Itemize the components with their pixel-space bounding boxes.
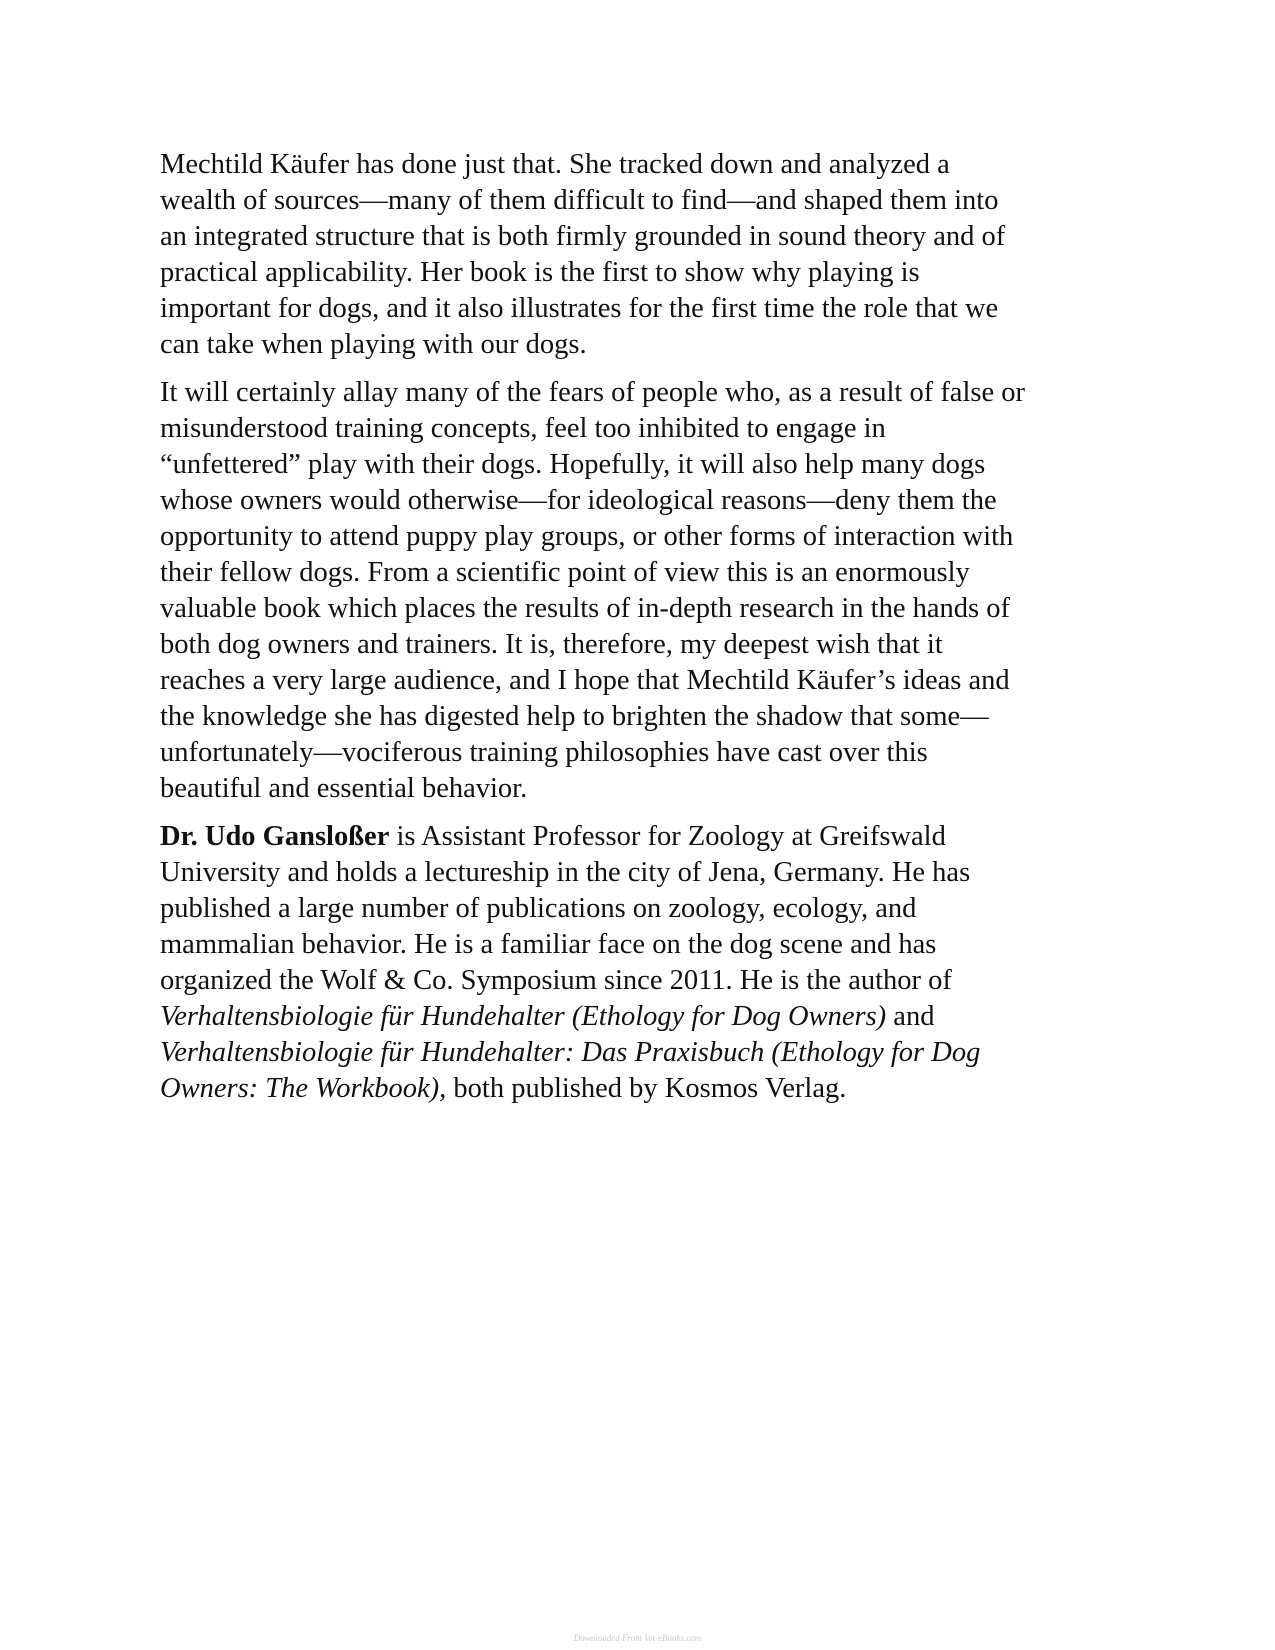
text-line: can take when playing with our dogs.: [160, 329, 587, 360]
text-line: organized the Wolf & Co. Symposium since 2011. He is the author of: [160, 965, 952, 996]
paragraph-2: [160, 375, 1120, 807]
text-line: Mechtild Käufer has done just that. She tracked down and analyzed a: [160, 149, 950, 180]
book-title: Verhaltensbiologie für Hundehalter (Ethology for Dog Owners): [160, 1001, 887, 1032]
paragraph-1: [160, 147, 1120, 363]
text-line: whose owners would otherwise—for ideological reasons—deny them the: [160, 485, 997, 516]
text-line: opportunity to attend puppy play groups, or other forms of interaction with: [160, 521, 1014, 552]
text-line: beautiful and essential behavior.: [160, 773, 528, 804]
text-line: “unfettered” play with their dogs. Hopefully, it will also help many dogs: [160, 449, 986, 480]
text-line: their fellow dogs. From a scientific point of view this is an enormously: [160, 557, 970, 588]
text-line: misunderstood training concepts, feel too inhibited to engage in: [160, 413, 886, 444]
download-watermark: Downloaded From Vet-eBooks.com: [573, 1633, 702, 1643]
text-line: wealth of sources—many of them difficult to find—and shaped them into: [160, 185, 999, 216]
text-line: important for dogs, and it also illustrates for the first time the role that we: [160, 293, 999, 324]
page-body: [160, 147, 1120, 1119]
text-line: unfortunately—vociferous training philosophies have cast over this: [160, 737, 928, 768]
text-line: It will certainly allay many of the fears of people who, as a result of false or: [160, 377, 1025, 408]
text-line: an integrated structure that is both firmly grounded in sound theory and of: [160, 221, 1006, 252]
text-line: mammalian behavior. He is a familiar face on the dog scene and has: [160, 929, 937, 960]
text-line: [160, 1071, 1120, 1107]
text-run: both published by Kosmos Verlag.: [446, 1073, 847, 1104]
text-line: [160, 999, 1120, 1035]
text-line: published a large number of publications on zoology, ecology, and: [160, 893, 917, 924]
book-title: Owners: The Workbook),: [160, 1073, 447, 1104]
text-line: University and holds a lectureship in the city of Jena, Germany. He has: [160, 857, 971, 888]
text-line: the knowledge she has digested help to brighten the shadow that some—: [160, 701, 989, 732]
book-title-line: Verhaltensbiologie für Hundehalter: Das Praxisbuch (Ethology for Dog: [160, 1037, 981, 1068]
author-name: Dr. Udo Gansloßer: [160, 821, 390, 852]
text-line: practical applicability. Her book is the first to show why playing is: [160, 257, 920, 288]
author-bio-paragraph: [160, 819, 1120, 1107]
text-run: and: [886, 1001, 935, 1032]
text-line: both dog owners and trainers. It is, therefore, my deepest wish that it: [160, 629, 943, 660]
text-run: is Assistant Professor for Zoology at Greifswald: [389, 821, 946, 852]
text-line: valuable book which places the results of in-depth research in the hands of: [160, 593, 1010, 624]
text-line: [160, 819, 1120, 855]
text-line: reaches a very large audience, and I hope that Mechtild Käufer’s ideas and: [160, 665, 1010, 696]
